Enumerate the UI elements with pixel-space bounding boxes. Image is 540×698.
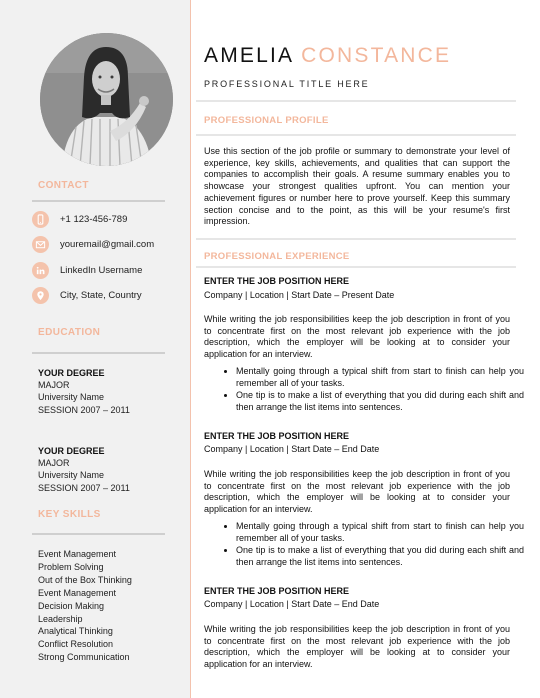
contact-location bbox=[32, 285, 142, 305]
job-position: ENTER THE JOB POSITION HERE bbox=[204, 431, 350, 441]
job-bullet: • Mentally going through a typical shift from start to finish can help you remember all of your tasks. bbox=[236, 365, 524, 389]
profile-text: Use this section of the job profile or summary to demonstrate your level of experience, key skills, achievements, and qualities that can support the companies to accomplish their goals. A resume summary enables you to showcase your strongest qualities upfront. You can mention your achievement figures or number here to prove yourself. Keep this summary section concise and to the point, as this will be your resume's first impression. bbox=[204, 146, 510, 227]
education-university: University Name bbox=[38, 470, 105, 481]
education-entry bbox=[38, 445, 130, 494]
linkedin-icon bbox=[32, 262, 49, 279]
profile-divider bbox=[196, 134, 516, 136]
job-description: While writing the job responsibilities keep the job description in front of you to concentrate first on the most relevant job experience with the job description, which the employer will be looking at to consider your application for an interview. bbox=[204, 624, 510, 670]
first-name: AMELIA bbox=[204, 44, 294, 67]
contact-phone bbox=[32, 209, 127, 229]
header-divider bbox=[196, 100, 516, 102]
education-major: MAJOR bbox=[38, 380, 70, 391]
job-details: Company | Location | Start Date – End Date bbox=[204, 444, 380, 454]
email-icon bbox=[32, 236, 49, 253]
contact-phone-text: +1 123-456-789 bbox=[60, 213, 128, 225]
skill-item: Strong Communication bbox=[38, 652, 130, 663]
education-entry bbox=[38, 367, 130, 416]
job-bullets bbox=[222, 520, 524, 568]
candidate-name bbox=[204, 44, 451, 68]
location-icon bbox=[32, 287, 49, 304]
skill-item: Leadership bbox=[38, 613, 83, 624]
education-session: SESSION 2007 – 2011 bbox=[38, 404, 130, 415]
last-name: CONSTANCE bbox=[301, 44, 452, 67]
experience-heading: PROFESSIONAL EXPERIENCE bbox=[204, 251, 350, 262]
education-major: MAJOR bbox=[38, 458, 70, 469]
skill-item: Out of the Box Thinking bbox=[38, 574, 132, 585]
job-bullet: • One tip is to make a list of everything that you did during each shift and then arrange the list items into sentences. bbox=[236, 544, 524, 568]
profile-photo-image bbox=[40, 33, 173, 166]
contact-divider bbox=[32, 200, 165, 202]
contact-linkedin-text: LinkedIn Username bbox=[60, 264, 143, 276]
education-session: SESSION 2007 – 2011 bbox=[38, 482, 130, 493]
job-description: While writing the job responsibilities keep the job description in front of you to concentrate first on the most relevant job experience with the job description, which the employer will be looking at to consider your application for an interview. bbox=[204, 314, 510, 360]
contact-email bbox=[32, 234, 154, 254]
contact-linkedin bbox=[32, 260, 142, 280]
profile-heading: PROFESSIONAL PROFILE bbox=[204, 115, 329, 126]
skills-list bbox=[38, 548, 132, 664]
phone-icon bbox=[32, 211, 49, 228]
skill-item: Decision Making bbox=[38, 600, 105, 611]
education-university: University Name bbox=[38, 392, 105, 403]
education-heading: EDUCATION bbox=[38, 327, 101, 338]
skill-item: Conflict Resolution bbox=[38, 639, 114, 650]
skill-item: Event Management bbox=[38, 587, 117, 598]
skill-item: Problem Solving bbox=[38, 561, 104, 572]
job-description: While writing the job responsibilities keep the job description in front of you to concentrate first on the most relevant job experience with the job description, which the employer will be looking at to consider your application for an interview. bbox=[204, 469, 510, 515]
education-degree: YOUR DEGREE bbox=[38, 446, 105, 456]
professional-title: PROFESSIONAL TITLE HERE bbox=[204, 79, 370, 89]
job-position: ENTER THE JOB POSITION HERE bbox=[204, 276, 350, 286]
contact-heading: CONTACT bbox=[38, 180, 89, 191]
contact-email-text: youremail@gmail.com bbox=[60, 238, 155, 250]
contact-location-text: City, State, Country bbox=[60, 289, 142, 301]
education-divider bbox=[32, 352, 165, 354]
profile-bottom-divider bbox=[196, 238, 516, 240]
skills-divider bbox=[32, 533, 165, 535]
job-bullet: • Mentally going through a typical shift from start to finish can help you remember all of your tasks. bbox=[236, 520, 524, 544]
experience-divider bbox=[196, 266, 516, 268]
education-degree: YOUR DEGREE bbox=[38, 368, 105, 378]
job-details: Company | Location | Start Date – End Date bbox=[204, 599, 380, 609]
job-details: Company | Location | Start Date – Present Date bbox=[204, 290, 395, 300]
job-bullet: • One tip is to make a list of everything that you did during each shift and then arrange the list items into sentences. bbox=[236, 389, 524, 413]
skill-item: Analytical Thinking bbox=[38, 626, 113, 637]
skill-item: Event Management bbox=[38, 549, 117, 559]
profile-photo bbox=[40, 33, 173, 166]
job-bullets bbox=[222, 365, 524, 413]
job-position: ENTER THE JOB POSITION HERE bbox=[204, 586, 350, 596]
skills-heading: KEY SKILLS bbox=[38, 509, 101, 520]
